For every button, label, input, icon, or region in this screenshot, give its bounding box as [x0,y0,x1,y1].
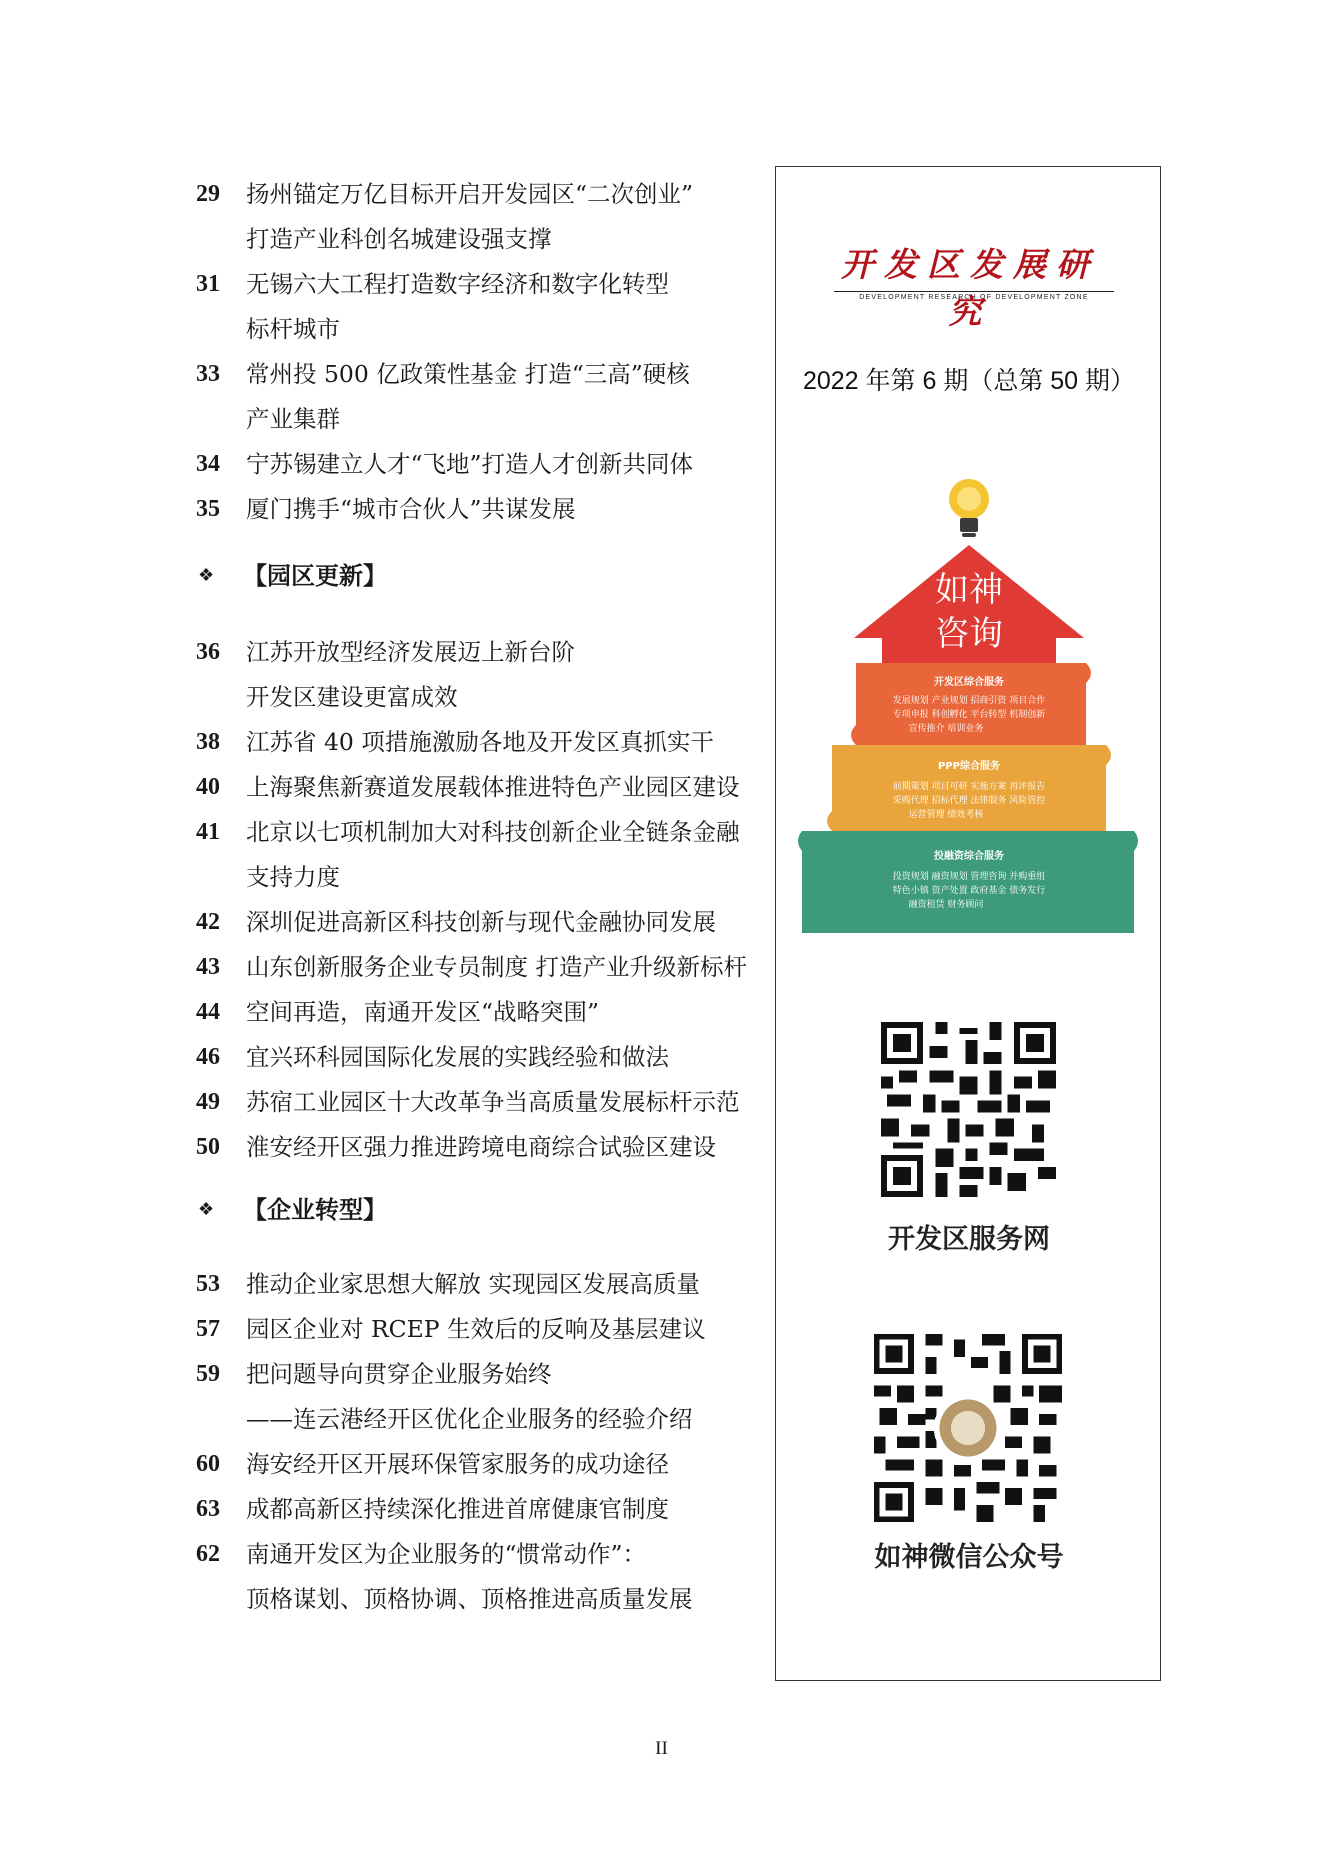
tier2-line: 运营管理 绩效考核 [908,810,984,820]
tier1-line: 发展规划 产业规划 招商引资 项目合作 [892,696,1046,706]
qr-code-service-site[interactable] [881,1017,1056,1202]
tier2-line: 前期策划 项目可研 实施方案 再评报告 [892,782,1046,792]
tier2-line: 采购代理 招标代理 法律服务 风险管控 [892,796,1046,806]
tier3-line: 融资租赁 财务顾问 [908,900,984,910]
tier2-title: PPP综合服务 [938,761,1000,772]
qr-code-wechat[interactable] [874,1334,1062,1522]
tier1-line: 宣传推介 培训业务 [908,724,984,734]
qr2-caption: 如神微信公众号 [874,1542,1064,1572]
house-title-1: 如神 [935,570,1003,610]
journal-logo: 开发区发展研究 [841,245,1099,331]
tier3-title: 投融资综合服务 [934,851,1004,862]
sidebar-panel [775,166,1161,1681]
tier3-line: 特色小镇 资产处置 政府基金 债务发行 [892,886,1046,896]
house-title-2: 咨询 [935,614,1003,654]
issue-number: 2022 年第 6 期（总第 50 期） [802,367,1136,395]
tier1-title: 开发区综合服务 [934,677,1004,688]
tier1-line: 专项申报 科创孵化 平台转型 机制创新 [892,710,1046,720]
consulting-house-graphic [796,473,1142,933]
journal-logo-english: DEVELOPMENT RESEARCH OF DEVELOPMENT ZONE [834,291,1114,301]
page-number: II [655,1738,668,1759]
qr1-caption: 开发区服务网 [888,1224,1050,1254]
lightbulb-icon [949,479,989,537]
tier3-line: 投资规划 融资规划 管理咨询 并购重组 [892,872,1046,882]
